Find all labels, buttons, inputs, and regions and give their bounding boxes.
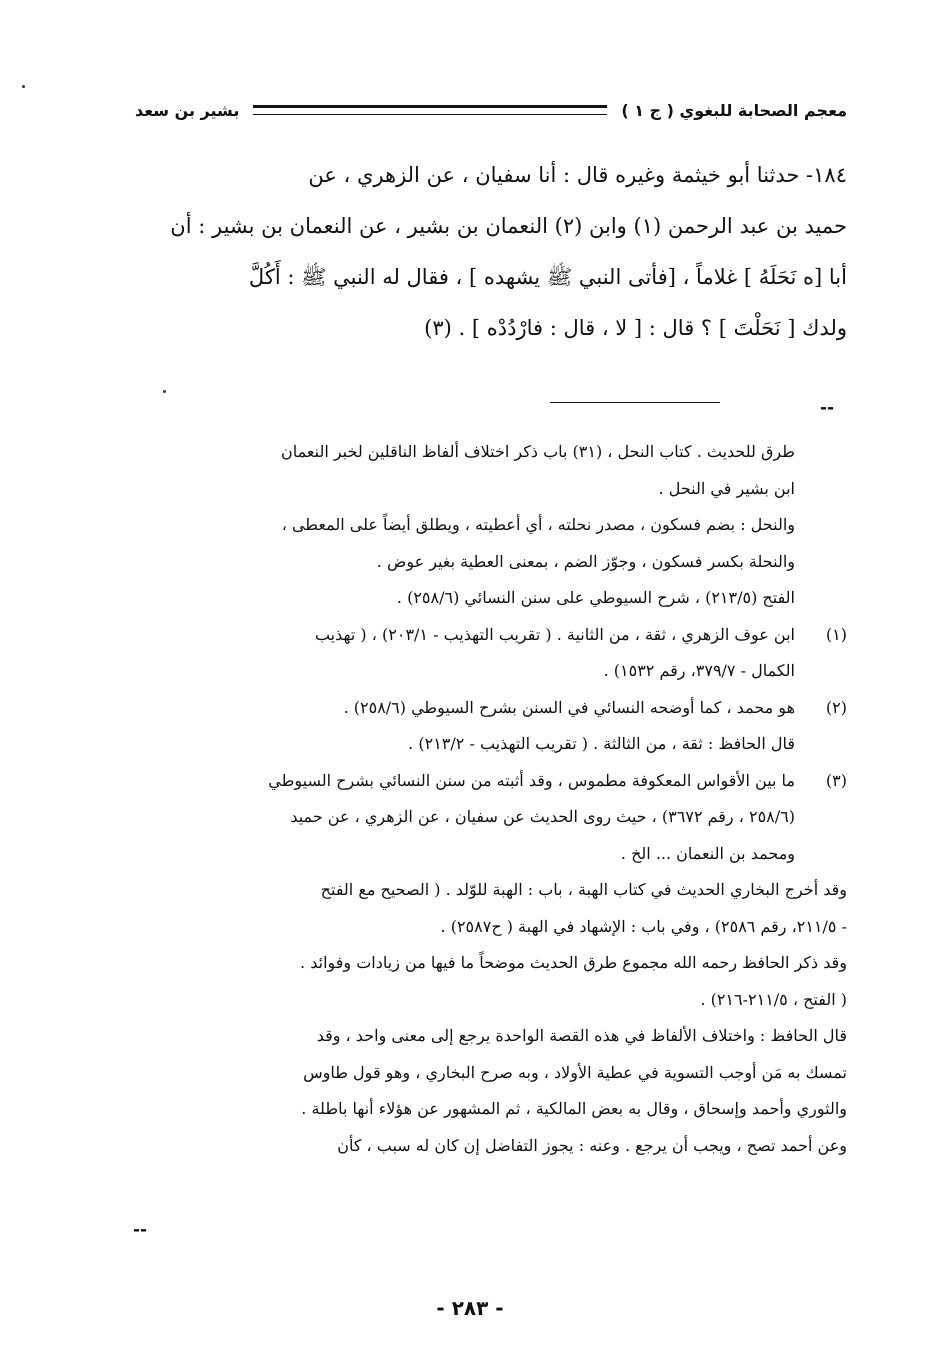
footnote-number: (١) [825,624,847,644]
note-line: وقد أخرج البخاري الحديث في كتاب الهبة ، باب : الهبة للوّلد . ( الصحيح مع الفتح [320,880,847,899]
hadith-line: ١٨٤- حدثنا أبو خيثمة وغيره قال : أنا سفيان ، عن الزهري ، عن [308,163,847,187]
note-line: ومحمد بن النعمان ... الخ . [620,843,795,863]
note-line: ابن بشير في النحل . [658,478,795,498]
hadith-line: حميد بن عبد الرحمن (١) وابن (٢) النعمان بن بشير ، عن النعمان بن بشير : أن [170,214,847,238]
footnote-number: (٢) [825,697,847,717]
note-line: والثوري وأحمد وإسحاق ، وقال به بعض المالكية ، ثم المشهور عن هؤلاء أنها باطلة . [301,1099,847,1118]
note-line: وعن أحمد تصح ، ويجب أن يرجع . وعنه : يجوز التفاضل إن كان له سبب ، كأن [337,1135,847,1155]
note-line: قال الحافظ : ثقة ، من الثالثة . ( تقريب التهذيب - ٢١٣/٢) . [408,734,795,753]
header-book-title: معجم الصحابة للبغوي ( ج ١ ) [621,100,847,120]
continuation-dash-top: -- [820,398,835,418]
footnotes [133,434,847,1164]
page-number: - ٢٨٣ - [436,1296,504,1320]
header-entry-name: بشير بن سعد [135,100,240,120]
hadith-text [133,150,847,354]
scan-speck [163,390,166,393]
note-line: - ٢١١/٥، رقم ٢٥٨٦) ، وفي باب : الإشهاد في الهبة ( ح٢٥٨٧) . [440,916,847,936]
hadith-line: أبا [ه نَحَلَهُ ] غلاماً ، [فأتى النبي ﷺ يشهده ] ، فقال له النبي ﷺ : أَكُلَّ [248,265,847,289]
continuation-dash-bottom: -- [133,1220,148,1240]
note-line: وقد ذكر الحافظ رحمه الله مجموع طرق الحديث موضحاً ما فيها من زيادات وفوائد . [300,953,847,972]
note-line: ما بين الأقواس المعكوفة مطموس ، وقد أثبته من سنن النسائي بشرح السيوطي [268,770,795,790]
note-line: ( الفتح ، ٢١١/٥-٢١٦) . [700,989,847,1009]
hadith-line: ولدك [ نَحَلْتَ ] ؟ قال : [ لا ، قال : فارْدُدْه ] . (٣) [424,316,847,340]
note-line: قال الحافظ : واختلاف الألفاظ في هذه القصة الواحدة يرجع إلى معنى واحد ، وقد [316,1026,847,1045]
scan-speck [22,85,25,88]
note-line: الكمال - ٣٧٩/٧، رقم ١٥٣٢) . [603,661,795,680]
note-line: والنحلة بكسر فسكون ، وجوّز الضم ، بمعنى العطية بغير عوض . [376,551,795,571]
footnote-2 [133,690,847,763]
note-line: طرق للحديث . كتاب النحل ، (٣١) باب ذكر اختلاف ألفاظ الناقلين لخبر النعمان [281,442,795,461]
footnote-separator [550,402,720,403]
note-line: ابن عوف الزهري ، ثقة ، من الثانية . ( تقريب التهذيب - ٢٠٣/١) ، ( تهذيب [314,624,795,644]
footnote-number: (٣) [825,770,847,790]
note-line: هو محمد ، كما أوضحه النسائي في السنن بشرح السيوطي (٢٥٨/٦) . [343,697,795,717]
note-line: (٢٥٨/٦ ، رقم ٣٦٧٢) ، حيث روى الحديث عن سفيان ، عن الزهري ، عن حميد [290,807,795,826]
note-line: الفتح (٢١٣/٥) ، شرح السيوطي على سنن النسائي (٢٥٨/٦) . [396,588,795,607]
header-rule [253,105,607,115]
note-line: والنحل : بضم فسكون ، مصدر نحلته ، أي أعطيته ، ويطلق أيضاً على المعطى ، [281,515,795,534]
note-line: تمسك به مَن أوجب التسوية في عطية الأولاد ، وبه صرح البخاري ، وهو قول طاوس [303,1062,847,1082]
footnote-3 [133,763,847,873]
footnote-1 [133,617,847,690]
running-header [135,92,847,128]
